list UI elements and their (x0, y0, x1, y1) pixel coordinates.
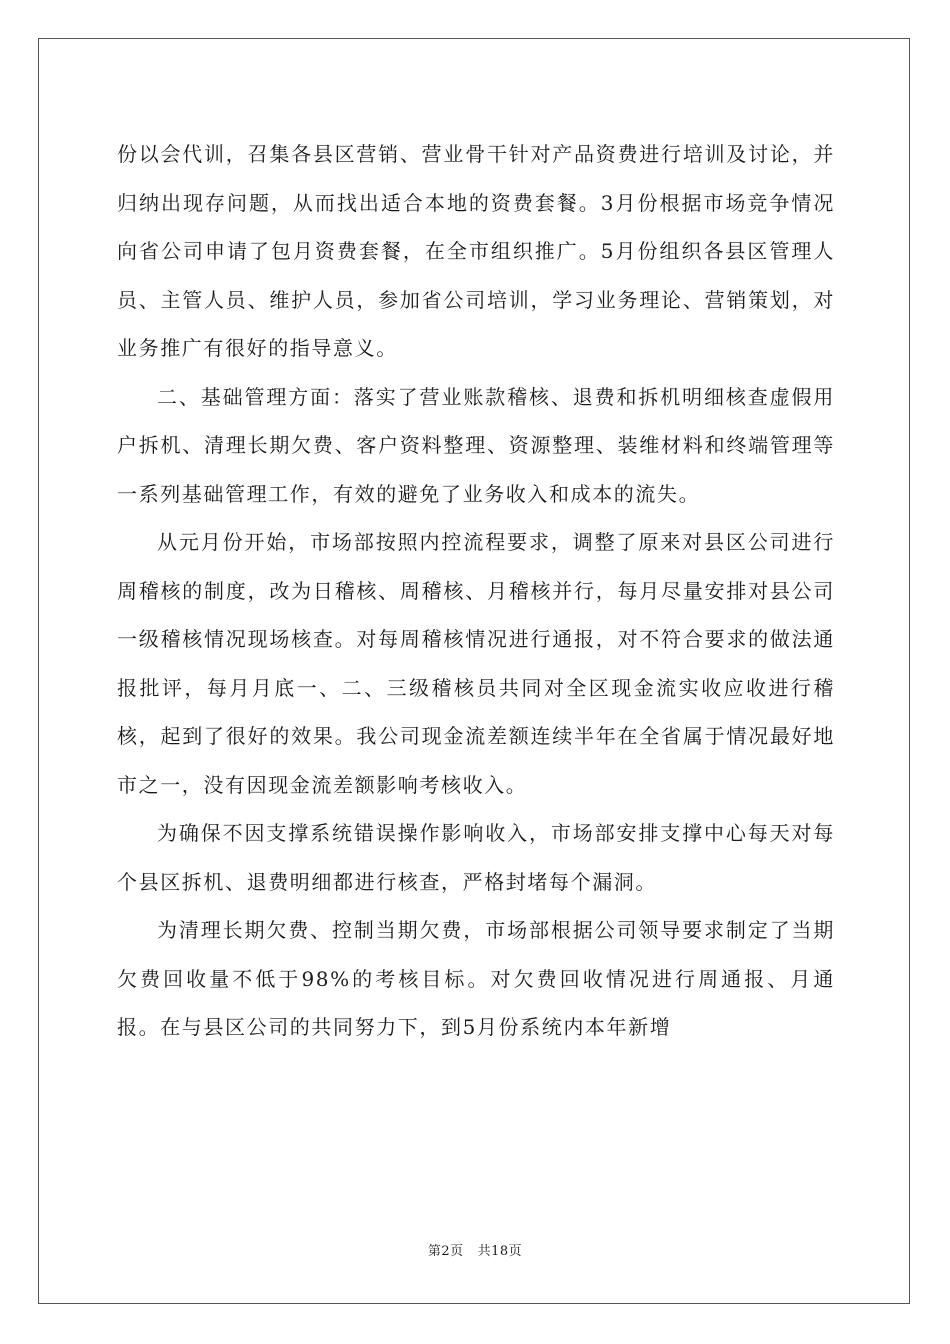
document-body (117, 130, 835, 1052)
paragraph-3: 从元月份开始，市场部按照内控流程要求，调整了原来对县区公司进行周稽核的制度，改为日稽核、周稽核、月稽核并行，每月尽量安排对县公司一级稽核情况现场核查。对每周稽核情况进行通报，对不符合要求的做法通报批评，每月月底一、二、三级稽核员共同对全区现金流实收应收进行稽核，起到了很好的效果。我公司现金流差额连续半年在全省属于情况最好地市之一，没有因现金流差额影响考核收入。 (117, 530, 835, 797)
page-total: 共18页 (477, 1244, 523, 1259)
paragraph-5: 为清理长期欠费、控制当期欠费，市场部根据公司领导要求制定了当期欠费回收量不低于98%的考核目标。对欠费回收情况进行周通报、月通报。在与县区公司的共同努力下，到5月份系统内本年新增 (117, 918, 835, 1039)
paragraph-1: 份以会代训，召集各县区营销、营业骨干针对产品资费进行培训及讨论，并归纳出现存问题，从而找出适合本地的资费套餐。3月份根据市场竞争情况向省公司申请了包月资费套餐，在全市组织推广。5月份组织各县区管理人员、主管人员、维护人员，参加省公司培训，学习业务理论、营销策划，对业务推广有很好的指导意义。 (117, 142, 835, 360)
page-footer (0, 1240, 950, 1259)
paragraph-4: 为确保不因支撑系统错误操作影响收入，市场部安排支撑中心每天对每个县区拆机、退费明细都进行核查，严格封堵每个漏洞。 (117, 821, 835, 894)
page-number: 第2页 (427, 1244, 464, 1259)
paragraph-2: 二、基础管理方面：落实了营业账款稽核、退费和拆机明细核查虚假用户拆机、清理长期欠费、客户资料整理、资源整理、装维材料和终端管理等一系列基础管理工作，有效的避免了业务收入和成本的流失。 (117, 384, 835, 506)
